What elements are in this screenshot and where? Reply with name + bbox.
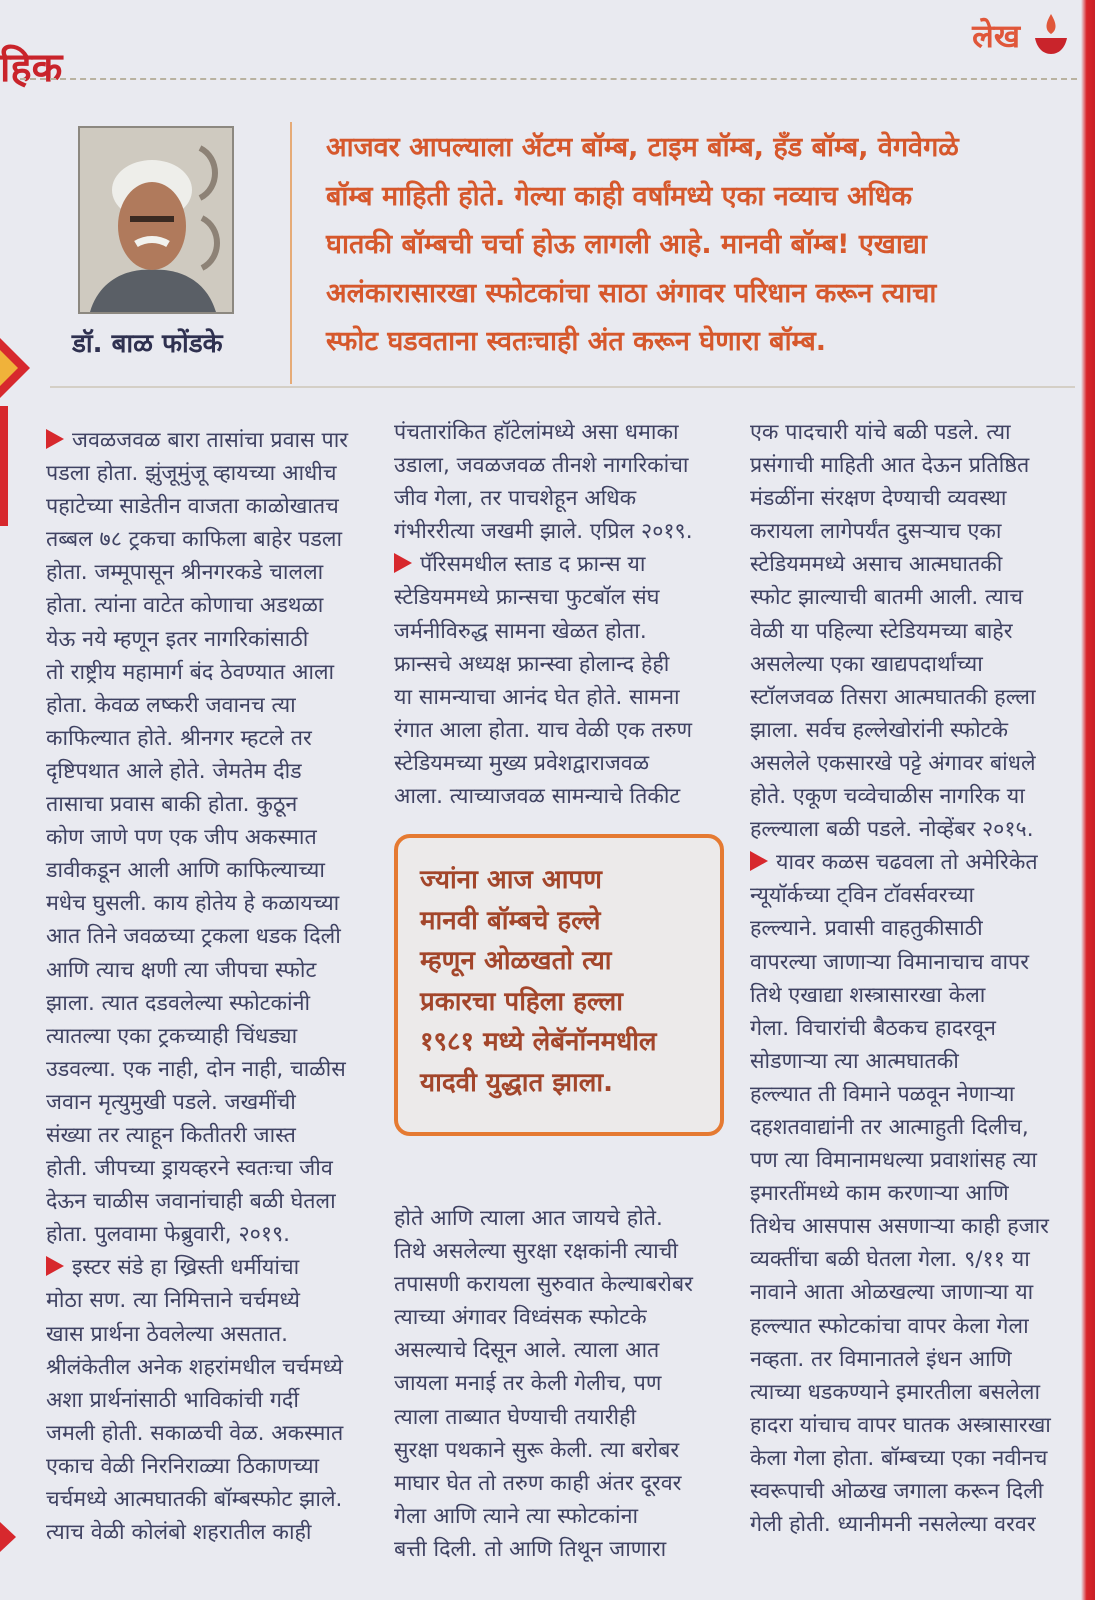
intro-line: अलंकारासारखा स्फोटकांचा साठा अंगावर परिधान करून त्याचा xyxy=(326,277,937,309)
text-line: त्याच्या अंगावर विध्वंसक स्फोटके xyxy=(394,1305,647,1331)
text-line: कोण जाणे पण एक जीप अकस्मात xyxy=(46,825,317,851)
text-line: होती. जीपच्या ड्रायव्हरने स्वतःचा जीव xyxy=(46,1156,333,1182)
text-line: उडवल्या. एक नाही, दोन नाही, चाळीस xyxy=(46,1056,346,1082)
text-line: पण त्या विमानामधल्या प्रवाशांसह त्या xyxy=(750,1148,1037,1174)
text-line: यावर कळस चढवला तो अमेरिकेत xyxy=(750,846,1076,879)
text-line: गेली होती. ध्यानीमनी नसलेल्या वरवर xyxy=(750,1512,1036,1538)
text-line: रंगात आला होता. याच वेळी एक तरुण xyxy=(394,717,693,743)
text-line: सोडणाऱ्या त्या आत्मघातकी xyxy=(750,1048,959,1074)
text-line: इमारतींमध्ये काम करणाऱ्या आणि xyxy=(750,1181,1009,1207)
header-rule xyxy=(50,386,1075,388)
text-line: माघार घेत तो तरुण काही अंतर दूरवर xyxy=(394,1470,682,1496)
text-line: आणि त्याच क्षणी त्या जीपचा स्फोट xyxy=(46,957,317,983)
pull-quote-line: प्रकारचा पहिला हल्ला xyxy=(420,986,624,1017)
text-line: चर्चमध्ये आत्मघातकी बॉम्बस्फोट झाले. xyxy=(46,1487,343,1512)
text-line: नावाने आता ओळखल्या जाणाऱ्या या xyxy=(750,1280,1034,1306)
column-3 xyxy=(750,416,1076,1541)
triangle-bullet-icon xyxy=(394,553,412,573)
text-line: पॅरिसमधील स्ताड द फ्रान्स या xyxy=(394,548,714,581)
text-line: मंडळींना संरक्षण देण्याची व्यवस्था xyxy=(750,486,1007,512)
text-line: स्टेडियममध्ये असाच आत्मघातकी xyxy=(750,552,1003,578)
text-line: असलेल्या एका खाद्यपदार्थांच्या xyxy=(750,651,983,677)
text-line: हादरा यांचाच वापर घातक अस्त्रासारखा xyxy=(750,1412,1051,1438)
text-line: केला गेला होता. बॉम्बच्या एका नवीनच xyxy=(750,1445,1048,1471)
text-line: असल्याचे दिसून आले. त्याला आत xyxy=(394,1338,660,1364)
text-line: हल्ल्याला बळी पडले. नोव्हेंबर २०१५. xyxy=(750,817,1034,843)
text-line: होते आणि त्याला आत जायचे होते. xyxy=(394,1206,663,1231)
text-line: असलेले एकसारखे पट्टे अंगावर बांधले xyxy=(750,750,1036,776)
text-line: बत्ती दिली. तो आणि तिथून जाणारा xyxy=(394,1536,667,1562)
text-line: पहाटेच्या साडेतीन वाजता काळोखातच xyxy=(46,494,339,520)
text-line: जर्मनीविरुद्ध सामना खेळत होता. xyxy=(394,618,647,644)
text-line: आला. त्याच्याजवळ सामन्याचे तिकीट xyxy=(394,784,681,810)
text-line: गेला. विचारांची बैठकच हादरवून xyxy=(750,1015,996,1041)
text-line: होते. एकूण चव्वेचाळीस नागरिक या xyxy=(750,784,1025,810)
category-label: लेख xyxy=(972,17,1020,55)
text-line: झाला. त्यात दडवलेल्या स्फोटकांनी xyxy=(46,990,311,1016)
text-line: संख्या तर त्याहून कितीतरी जास्त xyxy=(46,1122,296,1148)
text-line: तब्बल ७८ ट्रकचा काफिला बाहेर पडला xyxy=(46,527,343,553)
text-line: इस्टर संडे हा ख्रिस्ती धर्मीयांचा xyxy=(46,1251,366,1284)
pull-quote-box xyxy=(394,834,724,1136)
text-line: हल्ल्यात स्फोटकांचा वापर केला गेला xyxy=(750,1313,1029,1339)
text-line: या सामन्याचा आनंद घेत होते. सामना xyxy=(394,684,680,710)
text-line: काफिल्यात होते. श्रीनगर म्हटले तर xyxy=(46,725,312,751)
author-photo xyxy=(78,126,234,314)
triangle-bullet-icon xyxy=(46,429,64,449)
text-line: अशा प्रार्थनांसाठी भाविकांची गर्दी xyxy=(46,1387,299,1413)
text-line: तिथेच आसपास असणाऱ्या काही हजार xyxy=(750,1214,1049,1240)
text-line: स्टेडियममध्ये फ्रान्सचा फुटबॉल संघ xyxy=(394,585,660,611)
text-line: स्टेडियमच्या मुख्य प्रवेशद्वाराजवळ xyxy=(394,750,650,776)
text-line: जवळजवळ बारा तासांचा प्रवास पार xyxy=(46,424,366,457)
intro-line: स्फोट घडवताना स्वतःचाही अंत करून घेणारा बॉम्ब. xyxy=(326,326,827,357)
intro-line: घातकी बॉम्बची चर्चा होऊ लागली आहे. मानवी बॉम्ब! एखाद्या xyxy=(326,229,927,260)
text-line: दहशतवाद्यांनी तर आत्माहुती दिलीच, xyxy=(750,1114,1029,1140)
text-line: श्रीलंकेतील अनेक शहरांमधील चर्चमध्ये xyxy=(46,1354,343,1380)
text-line: झाला. सर्वच हल्लेखोरांनी स्फोटके xyxy=(750,717,1009,743)
text-line: जीव गेला, तर पाचशेहून अधिक xyxy=(394,486,637,512)
diya-lamp-icon xyxy=(1031,12,1071,56)
text-line: गेला आणि त्याने त्या स्फोटकांना xyxy=(394,1503,639,1529)
text-line: जायला मनाई तर केली गेलीच, पण xyxy=(394,1371,662,1397)
text-line: स्फोट झाल्याची बातमी आली. त्याच xyxy=(750,585,1023,611)
text-line: जमली होती. सकाळची वेळ. अकस्मात xyxy=(46,1420,344,1446)
text-line: त्याच वेळी कोलंबो शहरातील काही xyxy=(46,1520,312,1546)
pull-quote-line: ज्यांना आज आपण xyxy=(420,865,602,895)
text-line: त्याला ताब्यात घेण्याची तयारीही xyxy=(394,1404,637,1430)
text-line: येऊ नये म्हणून इतर नागरिकांसाठी xyxy=(46,626,309,652)
triangle-bullet-icon xyxy=(750,851,768,871)
triangle-bullet-icon xyxy=(46,1256,64,1276)
text-line: सुरक्षा पथकाने सुरू केली. त्या बरोबर xyxy=(394,1437,680,1463)
header-divider xyxy=(290,122,292,384)
text-line: तिथे असलेल्या सुरक्षा रक्षकांनी त्याची xyxy=(394,1239,678,1265)
text-line: हल्ल्यात ती विमाने पळवून नेणाऱ्या xyxy=(750,1081,1015,1107)
text-line: खास प्रार्थना ठेवलेल्या असतात. xyxy=(46,1321,288,1347)
text-line: होता. त्यांना वाटेत कोणाचा अडथळा xyxy=(46,593,324,619)
text-line: वेळी या पहिल्या स्टेडियमच्या बाहेर xyxy=(750,618,1013,644)
text-line: मोठा सण. त्या निमित्ताने चर्चमध्ये xyxy=(46,1288,301,1314)
text-line: डावीकडून आली आणि काफिल्याच्या xyxy=(46,858,325,884)
text-line: पडला होता. झुंजूमुंजू व्हायच्या आधीच xyxy=(46,461,337,487)
text-line: एकाच वेळी निरनिराळ्या ठिकाणच्या xyxy=(46,1453,320,1479)
text-line: होता. केवळ लष्करी जवानच त्या xyxy=(46,692,296,718)
intro-line: आजवर आपल्याला ॲटम बॉम्ब, टाइम बॉम्ब, हँड बॉम्ब, वेगवेगळे xyxy=(326,132,959,163)
column-1 xyxy=(46,424,366,1549)
text-line: स्वरूपाची ओळख जगाला करून दिली xyxy=(750,1479,1044,1504)
pull-quote-line: १९८१ मध्ये लेबॅनॉनमधील xyxy=(420,1027,657,1057)
decorative-border-ornament xyxy=(0,328,36,528)
text-line: तासाचा प्रवास बाकी होता. कुठून xyxy=(46,792,298,818)
text-line: होता. पुलवामा फेब्रुवारी, २०१९. xyxy=(46,1222,291,1248)
section-tag: हिक xyxy=(0,45,63,91)
text-line: जवान मृत्युमुखी पडले. जखमींची xyxy=(46,1089,296,1115)
text-line: त्याच्या धडकण्याने इमारतीला बसलेला xyxy=(750,1379,1041,1405)
pull-quote-line: मानवी बॉम्बचे हल्ले xyxy=(420,905,601,936)
intro-line: बॉम्ब माहिती होते. गेल्या काही वर्षांमध्ये एका नव्याच अधिक xyxy=(326,180,913,212)
top-dashed-rule xyxy=(20,78,1077,80)
text-line: व्यक्तींचा बळी घेतला गेला. ९/११ या xyxy=(750,1247,1030,1273)
text-line: आत तिने जवळच्या ट्रकला धडक दिली xyxy=(46,924,341,950)
column-2-bottom xyxy=(394,1202,724,1566)
text-line: उडाला, जवळजवळ तीनशे नागरिकांचा xyxy=(394,453,689,479)
author-name: डॉ. बाळ फोंडके xyxy=(72,329,223,359)
text-line: गंभीररीत्या जखमी झाले. एप्रिल २०१९. xyxy=(394,519,693,545)
pull-quote-line: म्हणून ओळखतो त्या xyxy=(420,946,612,976)
text-line: तो राष्ट्रीय महामार्ग बंद ठेवण्यात आला xyxy=(46,659,335,685)
text-line: नव्हता. तर विमानातले इंधन आणि xyxy=(750,1346,1012,1372)
text-line: न्यूयॉर्कच्या ट्विन टॉवर्सवरच्या xyxy=(750,883,975,909)
text-line: देऊन चाळीस जवानांचाही बळी घेतला xyxy=(46,1189,336,1215)
text-line: पंचतारांकित हॉटेलांमध्ये असा धमाका xyxy=(394,420,679,445)
pull-quote-line: यादवी युद्धात झाला. xyxy=(420,1067,613,1098)
text-line: मधेच घुसली. काय होतेय हे कळायच्या xyxy=(46,891,340,917)
text-line: स्टॉलजवळ तिसरा आत्मघातकी हल्ला xyxy=(750,684,1036,710)
text-line: प्रसंगाची माहिती आत देऊन प्रतिष्ठित xyxy=(750,453,1030,479)
text-line: हल्ल्याने. प्रवासी वाहतुकीसाठी xyxy=(750,916,983,942)
page-edge-stripe xyxy=(1081,0,1095,1600)
text-line: एक पादचारी यांचे बळी पडले. त्या xyxy=(750,420,1011,445)
text-line: करायला लागेपर्यंत दुसऱ्याच एका xyxy=(750,519,1002,545)
intro-standfirst xyxy=(326,124,1066,367)
text-line: दृष्टिपथात आले होते. जेमतेम दीड xyxy=(46,758,302,784)
text-line: तपासणी करायला सुरुवात केल्याबरोबर xyxy=(394,1272,693,1298)
text-line: फ्रान्सचे अध्यक्ष फ्रान्स्वा होलान्द हेही xyxy=(394,651,670,677)
text-line: त्यातल्या एका ट्रकच्याही चिंधड्या xyxy=(46,1023,298,1049)
column-2-top xyxy=(394,416,714,813)
text-line: होता. जम्मूपासून श्रीनगरकडे चालला xyxy=(46,560,324,586)
decorative-corner-ornament xyxy=(0,1522,18,1552)
text-line: तिथे एखाद्या शस्त्रासारखा केला xyxy=(750,982,986,1008)
text-line: वापरल्या जाणाऱ्या विमानाचाच वापर xyxy=(750,949,1030,975)
